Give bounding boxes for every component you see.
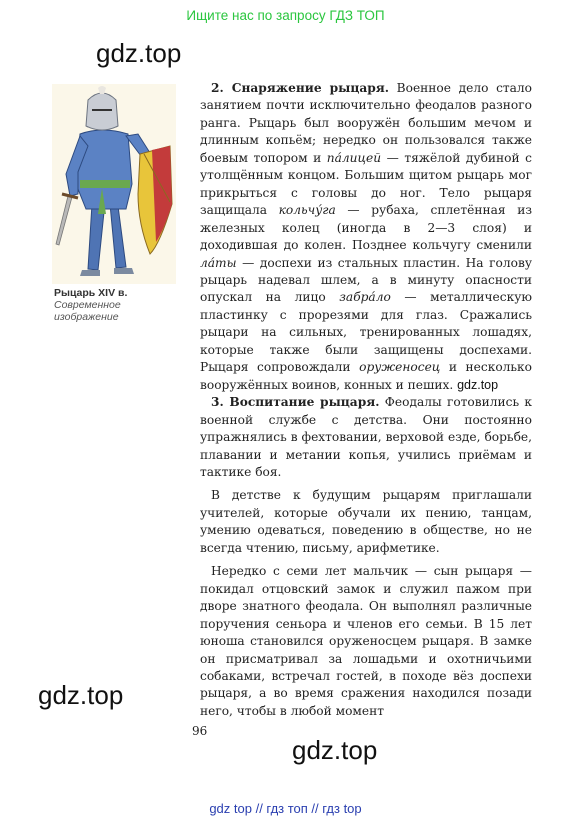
text-run: и несколько вооружённых воинов, конных и пеших. — [200, 360, 532, 392]
page-number: 96 — [192, 724, 208, 738]
watermark-top: gdz.top — [96, 38, 182, 68]
footer-links[interactable]: gdz top // гдз топ // гдз top — [209, 801, 362, 816]
search-banner[interactable]: Ищите нас по запросу ГДЗ ТОП — [186, 8, 385, 23]
section3-heading: 3. Воспитание рыцаря. — [211, 395, 380, 410]
text-run: — металлическую пластинку с прорезями для глаз. Сражались рыцари на сильных, тренированных лошадях, которые также были защищены доспехами. Рыцаря сопровождали — [200, 290, 532, 375]
term-laty: ла́ты — [200, 255, 237, 270]
knight-figure-svg — [52, 84, 176, 284]
term-oruzhenosec: оруженосец — [359, 360, 441, 375]
watermark-bottom: gdz.top — [292, 735, 378, 765]
caption-text: Современное изображение — [54, 299, 121, 323]
watermark-left: gdz.top — [38, 680, 124, 710]
paragraph-teachers: В детстве к будущим рыцарям приглашали учителей, которые обучали их пению, танцам, умению одеваться, поведению в обществе, но не всегда чтению, письму, арифметике. — [200, 488, 532, 555]
text-run: Военное дело стало занятием почти исключительно феодалов разного ранга. Рыцарь был вооружён большим мечом и длинным копьём; нередко он пользовался также боевым топором и — [200, 81, 533, 165]
section2-paragraph — [200, 80, 532, 394]
section3-paragraph — [200, 394, 532, 481]
text-run: Феодалы готовились к военной службе с детства. Они постоянно упражнялись в фехтовании, верховой езде, борьбе, плавании и метании копья, учились приёмам и тактике боя. — [200, 395, 533, 479]
knight-illustration — [52, 84, 176, 284]
term-palica: па́лицей — [326, 150, 382, 165]
caption-title: Рыцарь XIV в. — [54, 287, 128, 299]
text-run: — тяжёлой дубиной с утолщённым концом. Большим щитом рыцарь мог прикрыться с головы до ног. Тело рыцаря защищала — [200, 150, 532, 218]
term-zabralo: забра́ло — [339, 290, 391, 305]
section2-heading: 2. Снаряжение рыцаря. — [211, 81, 390, 95]
paragraph-page: Нередко с семи лет мальчик — сын рыцаря — покидал отцовский замок и служил пажом при дворе знатного феодала. Он выполнял различные поручения сеньора и членов его семьи. В 15 лет юноша становился оруженосцем рыцаря. В замке он присматривал за лошадьми и охотничьими собаками, встречал гостей, в походе вёз доспехи рыцаря, а во время сражения находился позади него, чтобы в любой момент — [200, 564, 532, 718]
figure-caption — [54, 287, 184, 323]
text-column — [200, 80, 532, 720]
text-run: — рубаха, сплетённая из железных колец (иногда в 2—3 слоя) и доходившая до колен. Позднее кольчугу сменили — [200, 203, 532, 253]
text-run: — доспехи из стальных пластин. На голову рыцарь надевал шлем, а в минуту опасности опускал на лицо — [200, 255, 532, 305]
watermark-inline: gdz.top — [457, 377, 499, 392]
term-kolchuga: кольчу́га — [278, 203, 336, 218]
